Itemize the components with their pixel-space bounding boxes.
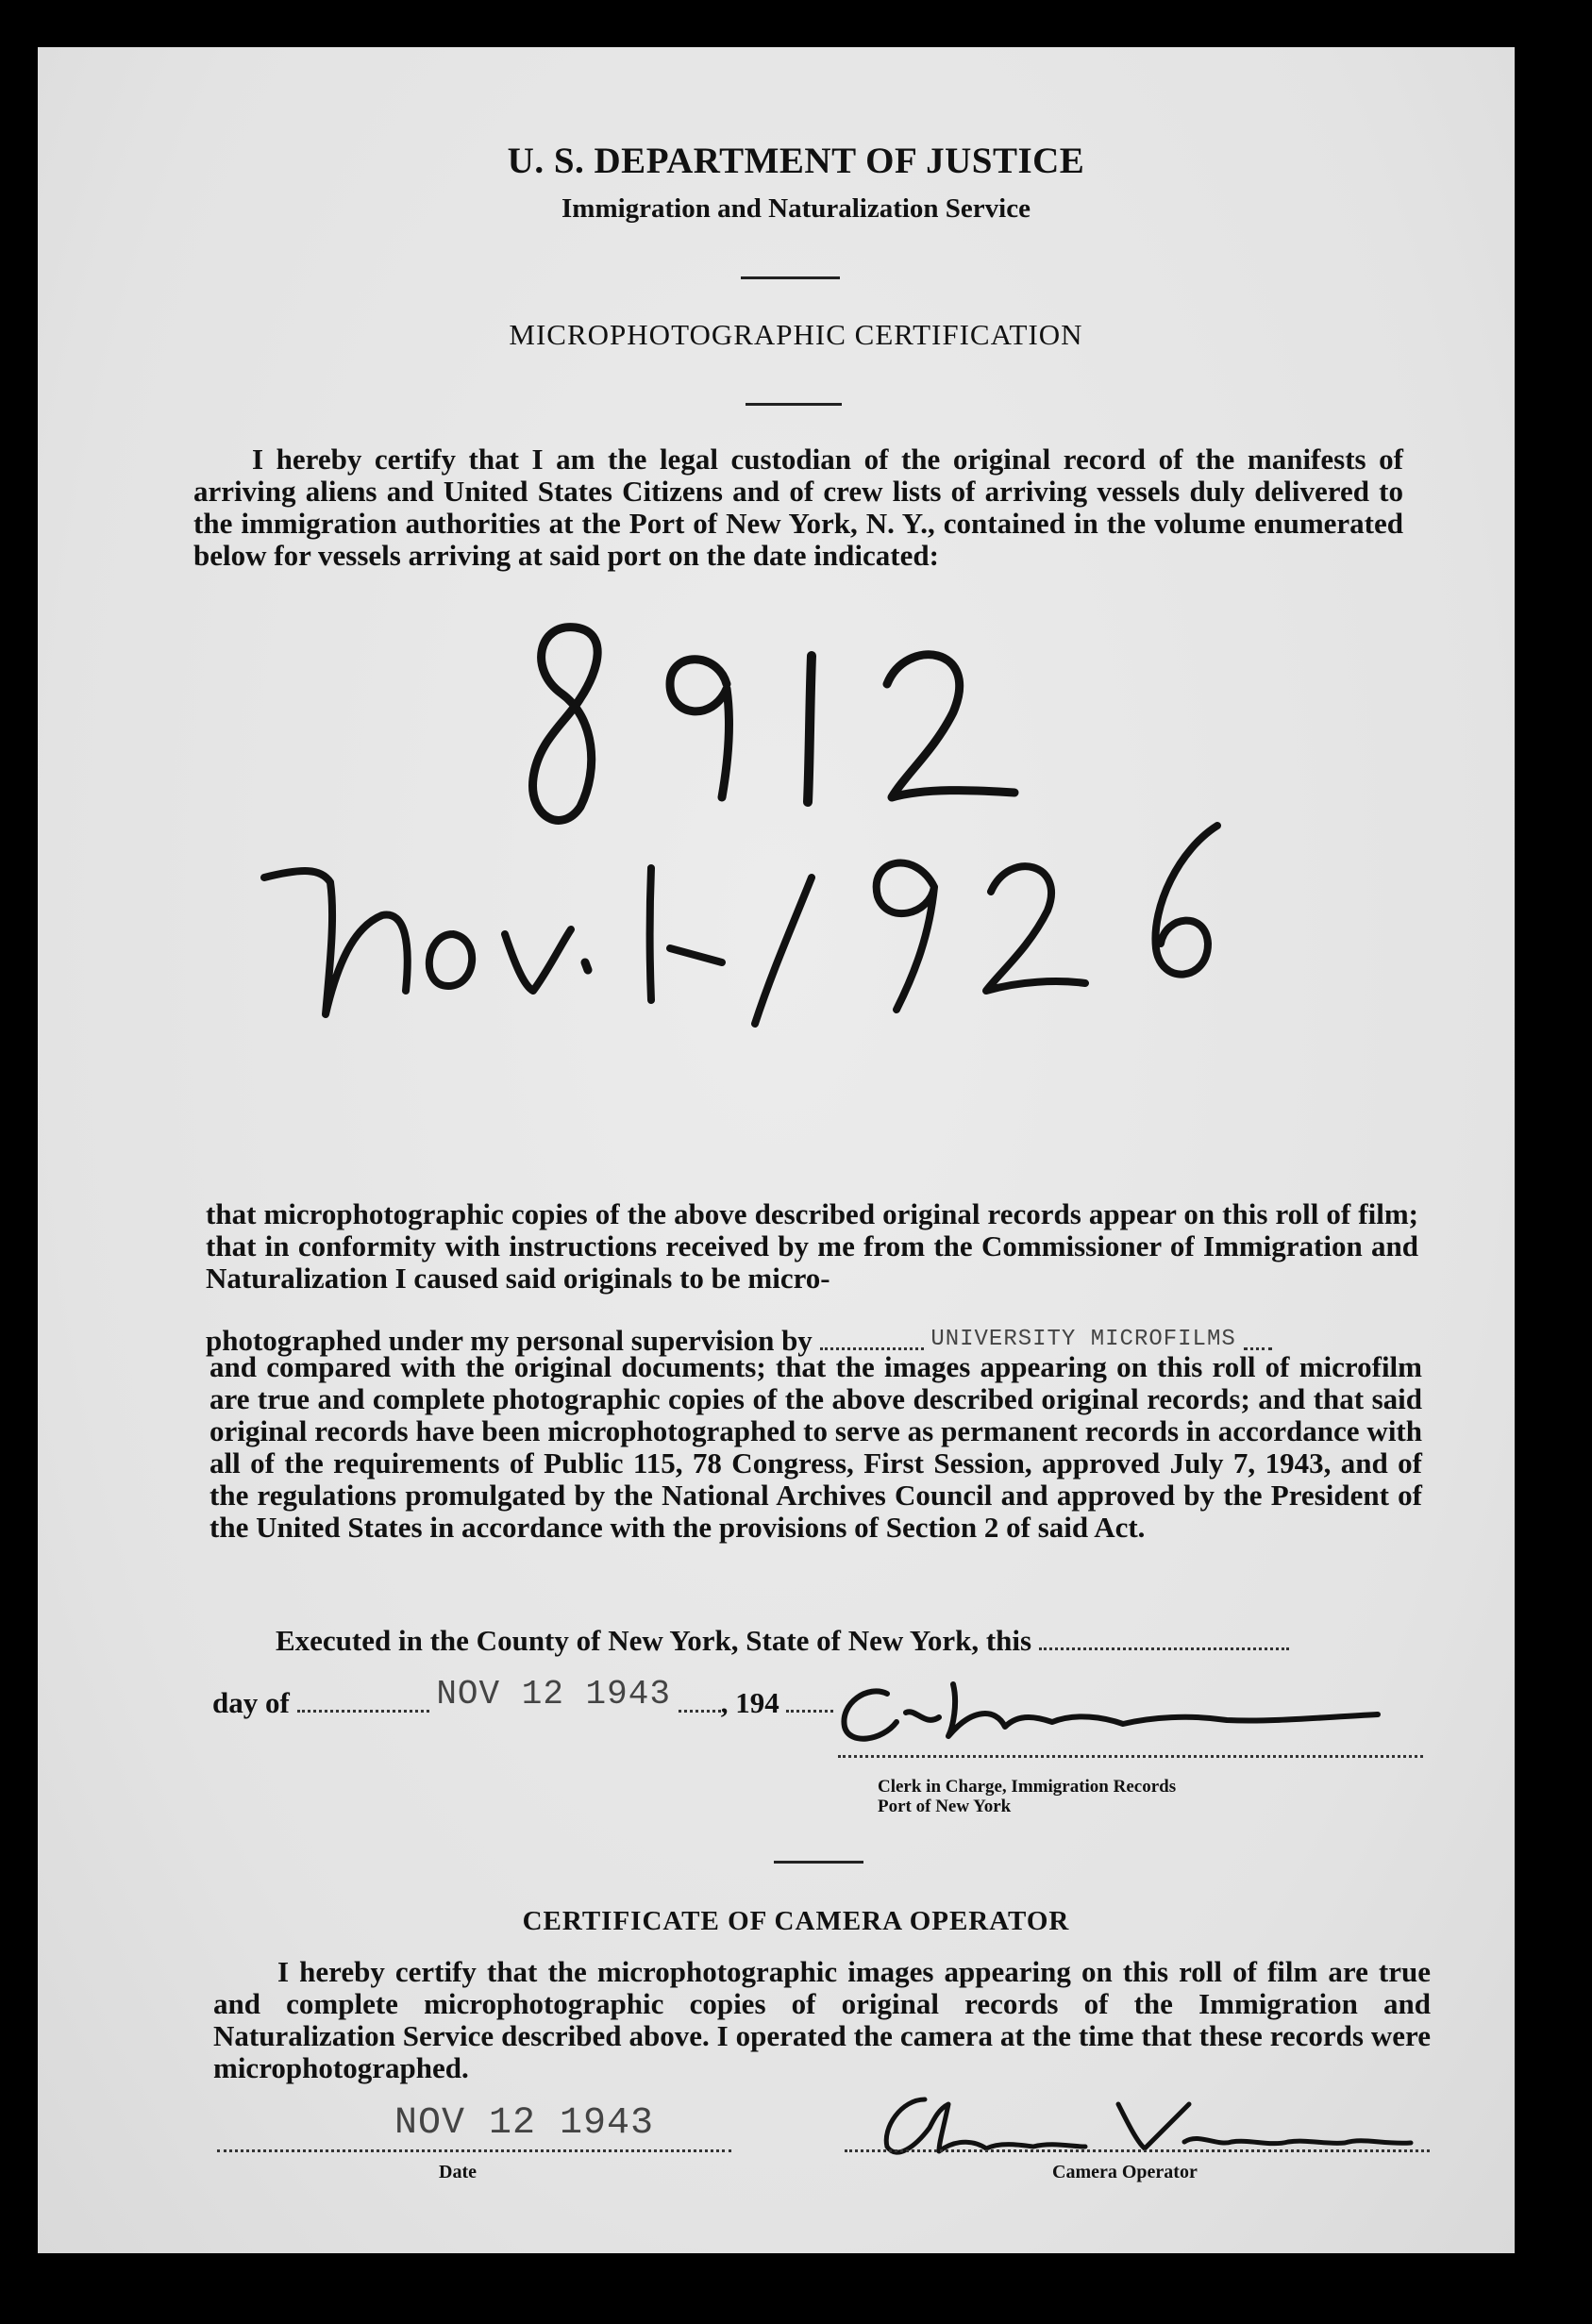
executed-line [276,1623,1289,1658]
camera-operator-heading: CERTIFICATE OF CAMERA OPERATOR [522,1906,1070,1936]
dotted-leader [1039,1623,1289,1650]
day-of-line [212,1675,833,1723]
clerk-title-line2: Port of New York [878,1797,1012,1816]
camera-date-line [217,2149,731,2152]
section-divider [774,1861,863,1864]
custodian-statement: I hereby certify that I am the legal custodian of the original record of the manifests of arriving aliens and United States Citizens and of crew lists of arriving vessels duly delivered to the immigration authorities at the Port of New York, N. Y., contained in the volume enumerated below for vessels arriving at said port on the date indicated: [193,443,1403,572]
clerk-signature-line [838,1755,1423,1758]
department-title: U. S. DEPARTMENT OF JUSTICE [507,141,1085,181]
handwritten-arrival-date [255,811,1321,1047]
camera-date-stamp: NOV 12 1943 [394,2102,655,2145]
year-prefix: , 194 [720,1686,779,1719]
photographed-by-label: photographed under my personal supervision by [206,1324,813,1357]
camera-operator-statement: I hereby certify that the microphotographic images appearing on this roll of film are true and complete microphotographic copies of original records of the Immigration and Naturalization Service described above. I operated the camera at the time that these records were microphotographed. [213,1955,1431,2084]
execution-date-stamp: NOV 12 1943 [436,1675,671,1714]
dotted-leader [1244,1323,1272,1350]
camera-operator-label: Camera Operator [1052,2162,1198,2182]
copies-statement-part2: and compared with the original documents; that the images appearing on this roll of microfilm are true and complete photographic copies of the above described original records; and that said original records have been microphotographed to serve as permanent records in accordance with all of the requirements of Public 115, 78 Congress, First Session, approved July 7, 1943, and of the regulations promulgated by the National Archives Council and approved by the President of the United States in accordance with the provisions of Section 2 of said Act. [209,1350,1422,1544]
photographer-stamp: UNIVERSITY MICROFILMS [930,1327,1236,1352]
clerk-title-line1: Clerk in Charge, Immigration Records [878,1777,1177,1797]
dotted-leader [297,1685,429,1713]
service-subtitle: Immigration and Naturalization Service [561,193,1031,224]
camera-operator-signature [845,2090,1449,2165]
camera-operator-line [845,2149,1430,2152]
clerk-signature [830,1675,1434,1755]
certification-title: MICROPHOTOGRAPHIC CERTIFICATION [509,318,1083,351]
dotted-leader [679,1685,721,1713]
copies-statement-part1: that microphotographic copies of the above described original records appear on this roll of film; that in conformity with instructions received by me from the Commissioner of Immigration and Naturalization I caused said originals to be micro- [206,1197,1418,1295]
dotted-leader [820,1323,924,1350]
dotted-leader [786,1685,833,1713]
header-divider-1 [741,276,840,279]
handwritten-volume-number [510,618,1038,835]
executed-text: Executed in the County of New York, State of New York, this [276,1624,1032,1657]
day-of-label: day of [212,1686,290,1719]
header-divider-2 [746,403,842,406]
camera-date-label: Date [439,2162,477,2182]
